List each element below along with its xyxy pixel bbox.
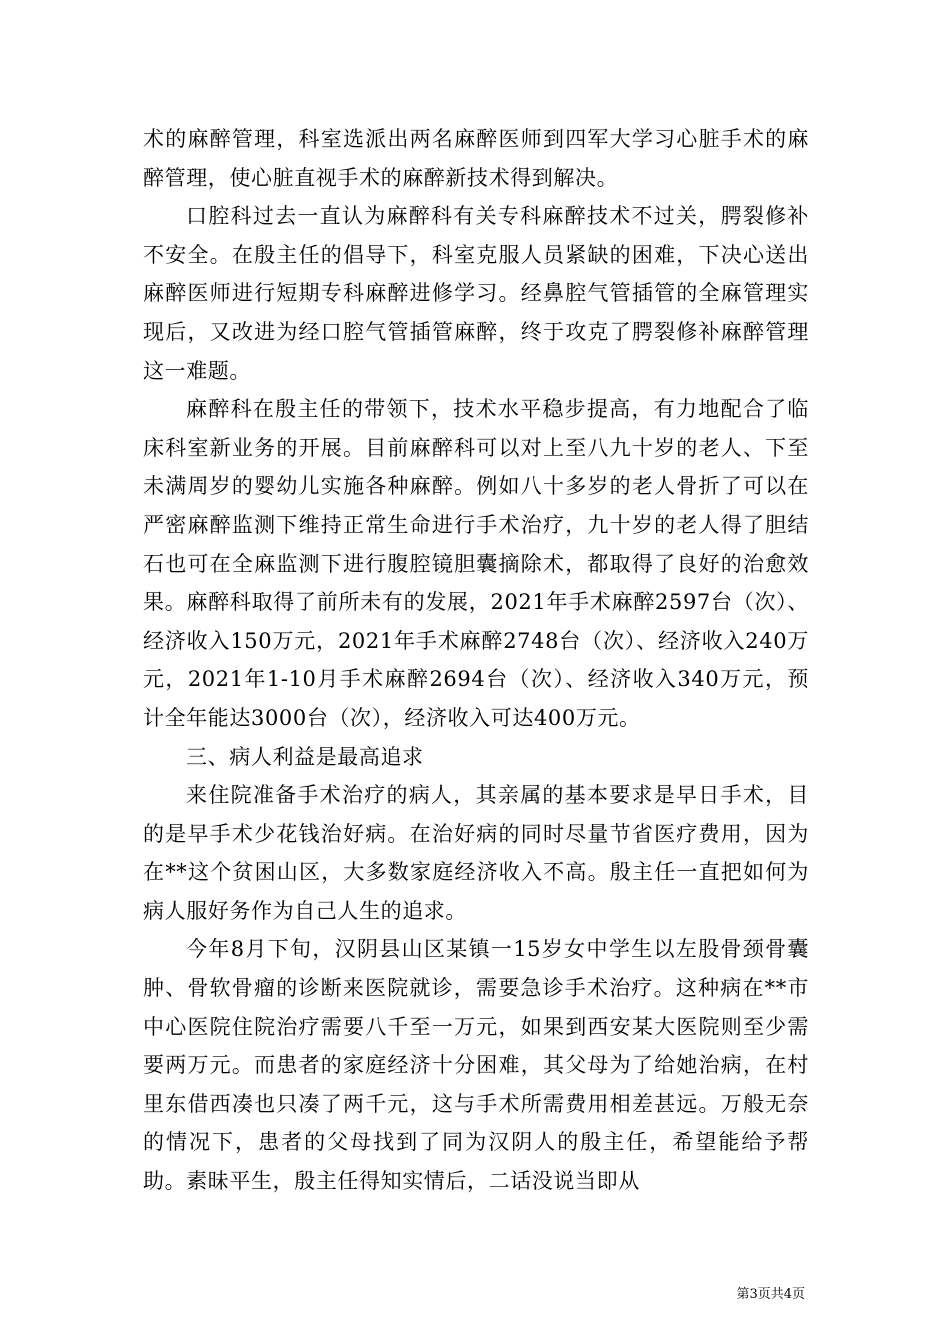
section-heading: 三、病人利益是最高追求 bbox=[186, 744, 424, 769]
document-body bbox=[143, 120, 809, 1201]
paragraph-patient-case: 今年8月下旬，汉阴县山区某镇一15岁女中学生以左股骨颈骨囊肿、骨软骨瘤的诊断来医院就诊，需要急诊手术治疗。这种病在**市中心医院住院治疗需要八千至一万元，如果到西安某大医院则至少需要两万元。而患者的家庭经济十分困难，其父母为了给她治病，在村里东借西凑也只凑了两千元，这与手术所需费用相差甚远。万般无奈的情况下，患者的父母找到了同为汉阴人的殷主任，希望能给予帮助。素昧平生，殷主任得知实情后，二话没说当即从 bbox=[143, 937, 809, 1194]
paragraph-stomatology: 口腔科过去一直认为麻醉科有关专科麻醉技术不过关，腭裂修补不安全。在殷主任的倡导下，科室克服人员紧缺的困难，下决心送出麻醉医师进行短期专科麻醉进修学习。经鼻腔气管插管的全麻管理实现后，又改进为经口腔气管插管麻醉，终于攻克了腭裂修补麻醉管理这一难题。 bbox=[143, 204, 809, 383]
page-number: 第3页共4页 bbox=[736, 1287, 805, 1302]
paragraph-continuation: 术的麻醉管理，科室选派出两名麻醉医师到四军大学习心脏手术的麻醉管理，使心脏直视手术的麻醉新技术得到解决。 bbox=[143, 127, 809, 190]
paragraph-anesthesia-progress: 麻醉科在殷主任的带领下，技术水平稳步提高，有力地配合了临床科室新业务的开展。目前麻醉科可以对上至八九十岁的老人、下至未满周岁的婴幼儿实施各种麻醉。例如八十多岁的老人骨折了可以在严密麻醉监测下维持正常生命进行手术治疗，九十岁的老人得了胆结石也可在全麻监测下进行腹腔镜胆囊摘除术，都取得了良好的治愈效果。麻醉科取得了前所未有的发展，2021年手术麻醉2597台（次）、经济收入150万元，2021年手术麻醉2748台（次）、经济收入240万元，2021年1-10月手术麻醉2694台（次）、经济收入340万元，预计全年能达3000台（次），经济收入可达400万元。 bbox=[143, 397, 809, 730]
paragraph-patient-needs: 来住院准备手术治疗的病人，其亲属的基本要求是早日手术，目的是早手术少花钱治好病。在治好病的同时尽量节省医疗费用，因为在**这个贫困山区，大多数家庭经济收入不高。殷主任一直把如何为病人服好务作为自己人生的追求。 bbox=[143, 783, 809, 923]
